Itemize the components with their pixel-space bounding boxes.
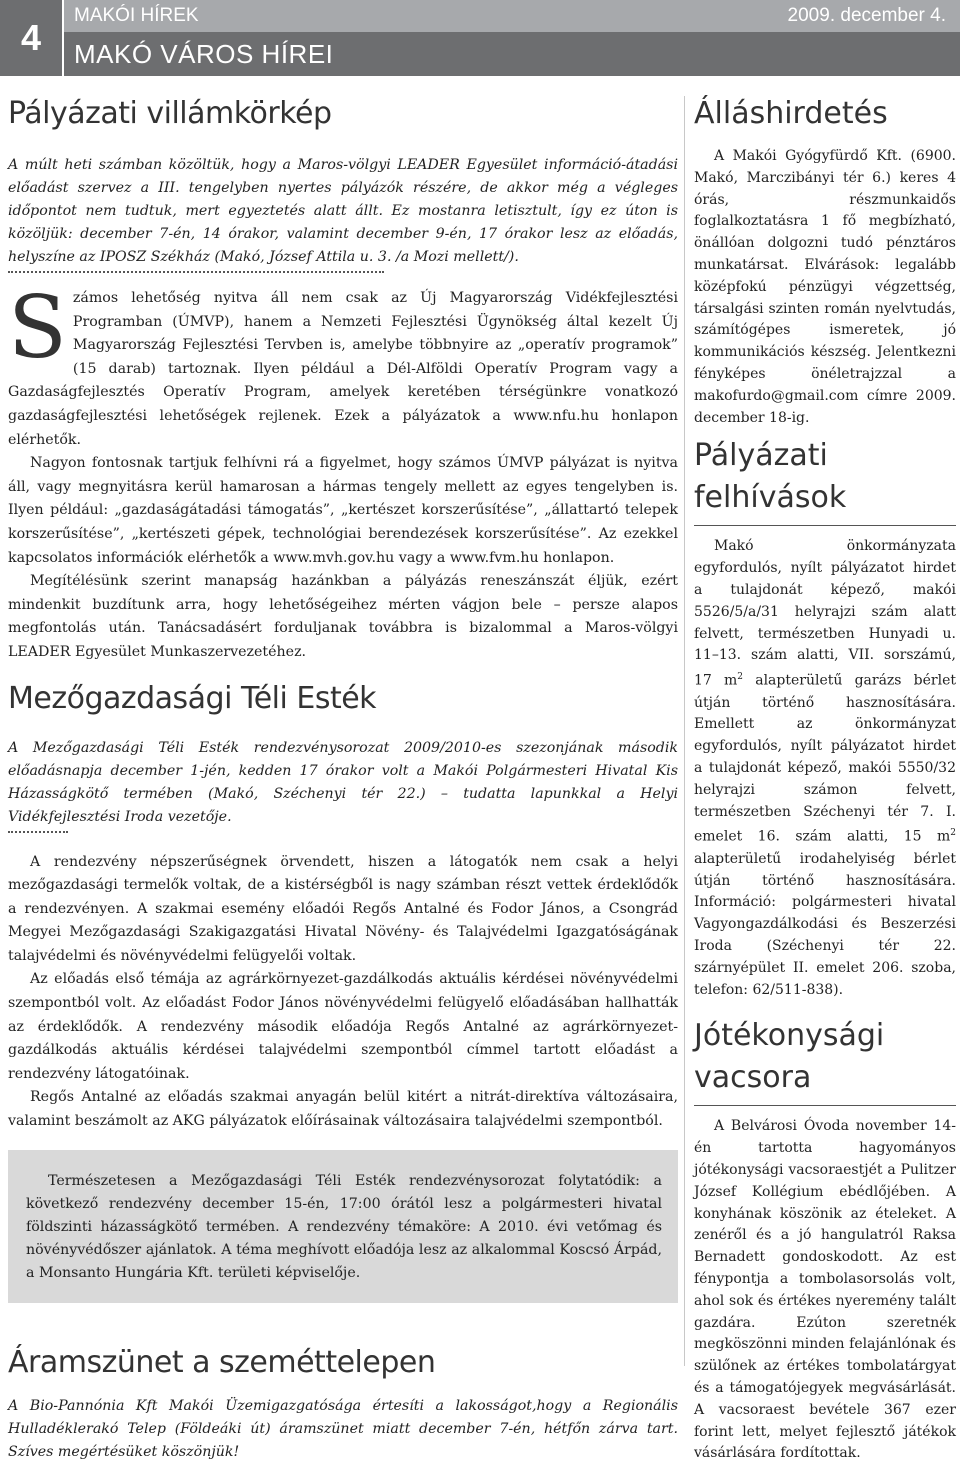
article-paragraph: Az előadás első témája az agrárkörnyezet-gazdálkodás aktuális kérdései növényvédelmi szempontból volt. Az előadást Fodor János növényvédelmi felügyelő előadásában hallhatták az érdeklődők. A rendezvény második előadója Regős Antalné az agrárkörnyezet-gazdálkodás aktuális kérdései talajvédelmi szempontból címmel tartott előadást a rendezvény látogatóinak.: [8, 971, 678, 1082]
article-paragraph: Nagyon fontosnak tartjuk felhívni rá a figyelmet, hogy számos ÚMVP pályázat is nyitva áll, vagy megnyitásra kerül hamarosan a hármas tengely mellett az egyes tengelyben is. Ilyen például: „gazdaságátadási támogatás”, „kertészet korszerűsítése”, „állattartó telepek korszerűsítése”, „kertészeti gépek, technológiai berendezések korszerűsítése”. Az ezekkel kapcsolatos információk elérhetők a www.mvh.gov.hu vagy a www.fvm.hu honlapon.: [8, 455, 678, 566]
article-title-tenders: Pályázati villámkörkép: [8, 96, 332, 131]
section-name: MAKÓI HÍREK: [74, 5, 199, 26]
page-section-title: MAKÓ VÁROS HÍREI: [64, 32, 960, 76]
highlight-text: Természetesen a Mezőgazdasági Téli Esték rendezvénysorozat folytatódik: a következő rendezvény december 15-én, 17:00 órától lesz a polgármesteri hivatal földszinti házasságkötő termében. A rendezvény témaköre: A 2010. évi vetőmag és növényvédőszer ajánlatok. A téma meghívott előadója lesz az alkalommal Koscsó Árpád, a Monsanto Hungária Kft. területi képviselője.: [26, 1172, 662, 1281]
page-number: 4: [0, 0, 62, 76]
drop-cap: S: [8, 278, 67, 378]
article-title-winter-evenings: Mezőgazdasági Téli Esték: [8, 680, 377, 716]
article-paragraph: Regős Antalné az előadás szakmai anyagán belül kitért a nitrát-direktíva változásaira, valamint beszámolt az AKG pályázatok előírásainak változásaira talajvédelmi szempontból.: [8, 1089, 678, 1130]
column-divider: [684, 96, 685, 1366]
charity-dinner-text: A Belvárosi Óvoda november 14-én tartotta hagyományos jótékonysági vacsoraestjét a Pulitzer József Kollégium ebédlőjében. A konyhának köszönik az ételeket. A zenéről és a jó hangulatról Raksa Bernadett gondoskodott. Az est fénypontja a tombolasorsolás volt, ahol sok és értékes nyeremény talált gazdára. Ezúton szeretnék megköszönni minden felajánlónak és szülőnek az értékes tombolatárgyat és a támogatójegyek megvásárlását. A vacsoraest bevétele 367 ezer forint lett, melyet fejlesztő játékok vásárlására fordítottak.: [694, 1118, 956, 1462]
dotted-separator: [8, 271, 384, 273]
page-header: [64, 0, 960, 76]
main-column: [8, 96, 678, 1464]
title-rule: [694, 525, 956, 526]
issue-date: 2009. december 4.: [787, 5, 946, 26]
header-top-bar: [64, 0, 960, 32]
sidebar-column: [694, 96, 956, 1465]
article-lead-power-outage: A Bio-Pannónia Kft Makói Üzemigazgatósága értesíti a lakosságot,hogy a Regionális Hulladéklerakó Telep (Földeáki út) áramszünet miatt december 7-én, hétfőn zárva tart. Szíves megértésüket köszönjük!: [8, 1397, 678, 1460]
highlight-box: [8, 1150, 678, 1303]
tender-calls-text: Makó önkormányzata egyfordulós, nyílt pályázatot hirdet a tulajdonát képező, makói 5526/5/a/31 helyrajzi szám alatt felvett, természetben Hunyadi u. 11–13. szám alatti, VII. sorszámú, 17 $m^2$ alapterületű garázs bérlet útján történő hasznosítására. Emellett az önkormányzat egyfordulós, nyílt pályázatot hirdet a tulajdonát képező, makói 5550/32 helyrajzi számon felvett, természetben Széchenyi tér 7. I. emelet 16. szám alatti, 15 $m^2$ alapterületű irodahelyiség bérlet útján történő hasznosítására. Információ: polgármesteri hivatal Vagyongazdálkodási és Beszerzési Iroda (Széchenyi tér 22. szárnyépület II. emelet 206. szoba, telefon: 62/511-838).: [694, 538, 957, 998]
article-paragraph: A rendezvény népszerűségnek örvendett, hiszen a látogatók nem csak a helyi mezőgazdasági termelők voltak, de a kistérségből is nagy számban részt vettek érdeklődők a rendezvényen. A szakmai esemény előadói Regős Antalné és Fodor János, a Csongrád Megyei Mezőgazdasági Szakigazgatási Hivatal Növény- és Talajvédelmi Igazgatóságának talajvédelmi és növényvédelmi felügyelői voltak.: [8, 853, 678, 964]
tender-calls-title: Pályázati felhívások: [694, 438, 847, 516]
article-title-power-outage: Áramszünet a szeméttelepen: [8, 1344, 436, 1380]
article-paragraph: Számos lehetőség nyitva áll nem csak az Új Magyarország Vidékfejlesztési Programban (ÚMVP), hanem a Nemzeti Fejlesztési Ügynökség által kezelt Új Magyarország Fejlesztési Tervben is, amelybe többnyire az „operatív programok” (15 darab) tartoznak. Ilyen például a Dél-Alföldi Operatív Program vagy a Gazdaságfejlesztés Operatív Program, amelyek keretében térségünkre vonatkozó gazdaságfejlesztési lehetőségek rejlenek. Ezek a pályázatok a www.nfu.hu honlapon elérhetők.: [8, 278, 678, 448]
article-paragraph: Megítélésünk szerint manapság hazánkban a pályázás reneszánszát éljük, ezért mindenkit buzdítunk arra, hogy lehetőségeihez mérten vágjon bele – persze alapos megfontolás után. Tanácsadásért forduljanak továbbra is bizalommal a Maros-völgyi LEADER Egyesület Munkaszervezetéhez.: [8, 573, 678, 660]
title-rule: [694, 1105, 956, 1106]
article-lead-tenders: A múlt heti számban közöltük, hogy a Maros-völgyi LEADER Egyesület információ-átadási előadást szervez a III. tengelyben nyertes pályázók részére, de akkor még a végleges időpontot nem tudtuk, mert egyeztetés alatt állt. Ez mostanra letisztult, így ez úton is közöljük: december 7-én, 14 órakor, valamint december 9-én, 17 órakor lesz az előadás, helyszíne az IPOSZ Székház (Makó, József Attila u. 3. /a Mozi mellett/).: [8, 157, 678, 265]
job-ad-text: A Makói Gyógyfürdő Kft. (6900. Makó, Marczibányi tér 6.) keres 4 órás, részmunkaidős foglalkoztatásra 1 fő megbízható, önállóan dolgozni tudó pénztáros munkatársat. Elvárások: legalább középfokú pénzügyi végzettség, társalgási szinten román nyelvtudás, számítógépes ismeretek, jó kommunikációs készség. Jelentkezni fényképes önéletrajzzal a makofurdo@gmail.com címre 2009. december 18-ig.: [694, 148, 956, 426]
dotted-separator: [8, 831, 68, 833]
article-lead-winter-evenings: A Mezőgazdasági Téli Esték rendezvénysorozat 2009/2010-es szezonjának második előadásnapja december 1-jén, kedden 17 órakor volt a Makói Polgármesteri Hivatal Kis Házasságkötő termében (Makó, Széchenyi tér 22.) – tudatta lapunkkal a Helyi Vidékfejlesztési Iroda vezetője.: [8, 739, 678, 825]
job-ad-title: Álláshirdetés: [694, 96, 888, 131]
charity-dinner-title: Jótékonysági vacsora: [694, 1018, 885, 1096]
